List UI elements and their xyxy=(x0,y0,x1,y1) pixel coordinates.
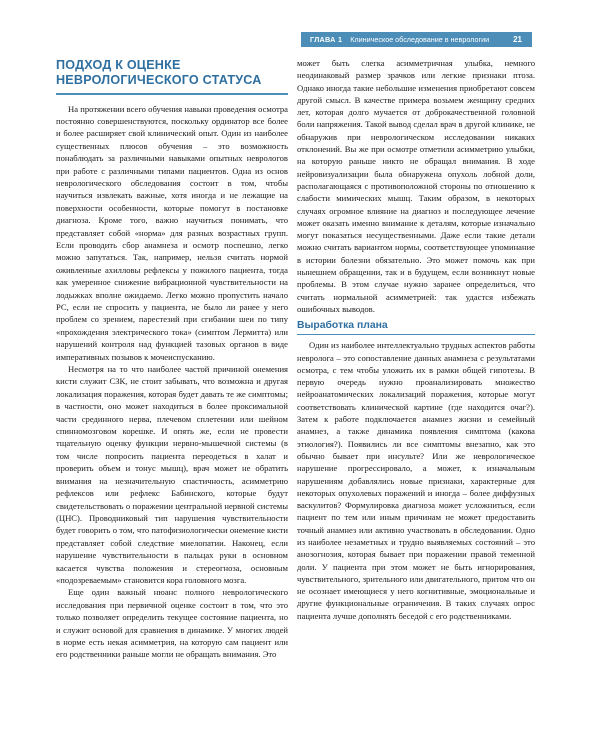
subheading: Выработка плана xyxy=(297,320,388,332)
subheading-rule xyxy=(297,334,535,335)
section-heading-line2: НЕВРОЛОГИЧЕСКОГО СТАТУСА xyxy=(56,72,262,87)
paragraph: Еще один важный нюанс полного неврологического исследования при первичной оценке состоит в том, что это только позволяет определить текущее состояние пациента, но и служит основой для сравнения в динамике. У многих людей в норме есть некая асимметрия, на которую сам пациент или его родственники раньше могли не обращать внимания. Это xyxy=(56,587,288,660)
paragraph: На протяжении всего обучения навыки проведения осмотра постоянно совершенствуются, поскольку ординатор все более и более расширяет свой клинический опыт. Один из наиболее существенных плюсов обучения – это возможность понаблюдать за различными навыками опытных неврологов при работе с различными типами пациентов. Одна из основ неврологического обследования состоит в том, чтобы научиться извлекать важные, хотя иногда и не лежащие на поверхности особенности, которые помогут в постановке диагноза. Кроме того, важно научиться понимать, что представляет собой «норма» для разных возрастных групп. Если проводить сбор анамнеза и осмотр поспешно, легко можно запутаться. Так, например, нельзя считать нормой оживленные ахилловы рефлексы у пожилого пациента, тогда как умеренное снижение вибрационной чувствительности на лодыжках вполне ожидаемо. Легко можно пропустить начало РС, если не спросить у пациента, не было ли ранее у него проблем со зрением, парестезий при сгибании шеи по типу «прохождения электрического тока» (симптом Лермитта) или нарушений контроля над функцией тазовых органов в виде императивных позывов к мочеиспусканию. xyxy=(56,103,288,362)
left-column xyxy=(56,58,288,661)
chapter-label: ГЛАВА 1 xyxy=(310,35,343,44)
section-heading xyxy=(56,58,288,87)
heading-rule xyxy=(56,93,288,95)
chapter-title: Клиническое обследование в неврологии xyxy=(350,35,490,44)
page-number: 21 xyxy=(513,35,522,44)
running-header xyxy=(301,32,532,47)
section-heading-line1: ПОДХОД К ОЦЕНКЕ xyxy=(56,58,181,72)
paragraph-continued: может быть слегка асимметричная улыбка, немного неодинаковый размер зрачков или легкие признаки птоза. Однако иногда такие небольшие изменения приобретают совсем другой смысл. В качестве примера возьмем женщину средних лет, которая долго мучается от доброкачественной головной боли напряжения. Такой вывод сделал врач в другой клинике, не обнаружив при неврологическом исследовании никаких отклонений. Вы же при осмотре отметили асимметрию улыбки, на которую раньше никто не обращал внимания. В ходе нейровизуализации была обнаружена опухоль лобной доли, располагающаяся с противоположной стороны по отношению к слабости мимических мышц. Таким образом, в некоторых случаях огромное влияние на диагноз и последующее лечение может оказать именно внимание к деталям, которые изначально могут показаться несущественными. Даже если такие детали можно считать вариантом нормы, соответствующее упоминание в истории болезни обязательно. Это может помочь как при нынешнем обращении, так и в будущем, если возникнут новые проблемы. В этом случае нужно заранее определиться, что считать нормальной асимметрией: так удастся избежать ошибочных выводов. xyxy=(297,58,535,314)
right-column xyxy=(297,57,535,622)
paragraph: Несмотря на то что наиболее частой причиной онемения кисти служит СЗК, не стоит забывать, что возможна и другая локализация поражения, которая будет давать те же симптомы; в частности, оно может находиться в более проксимальной части срединного нерва, плечевом сплетении или шейном спинномозговом корешке. И опять же, если не провести тщательную оценку функции нервно-мышечной системы (в том числе попросить пациента переодеться в халат и проверить объем и тонус мышц), врач может не обратить внимания на незначительную спастичность, асимметрию рефлексов или рефлекс Бабинского, которые будут свидетельствовать о поражении центральной нервной системы (ЦНС). Проводниковый тип нарушения чувствительности будет говорить о том, что патофизиологически онемение кисти представляет собой следствие миелопатии. Наконец, если нарушение чувствительности в пальцах руки в основном касается чувства положения и стереогноза, основным «подозреваемым» становится кора головного мозга. xyxy=(56,364,288,585)
paragraph: Один из наиболее интеллектуально трудных аспектов работы невролога – это сопоставление данных анамнеза с результатами осмотра, с тем чтобы уложить их в рамки общей гипотезы. В первую очередь нужно проанализировать множество нейроанатомических локализаций поражения, которые могут соответствовать клинической картине (где находится очаг?). Затем к работе подключается анамнез жизни и семейный анамнез, а также динамика появления симптома (какова этиология?). Появились ли все симптомы внезапно, как это обычно бывает при инсульте? Или же неврологическое нарушение прогрессировало, а может, к изначальным нарушениям добавлялись новые признаки, характерные для некоторых опухолевых поражений и иногда – более диффузных васкулитов? Формулировка диагноза может усложниться, если пациент по тем или иным причинам не может предоставить точный анамнез или активно участвовать в обследовании. Одно из наиболее незаметных и трудно выявляемых состояний – это анозогнозия, которая бывает при поражении правой теменной доли. У пациента при этом может не быть игнорирования, чувствительного, зрительного или двигательного, притом что он не осознает имеющиеся у него когнитивные, эмоциональные и другие функциональные ограничения. В таких случаях опрос пациента лучше дополнять беседой с его родственниками. xyxy=(297,340,535,621)
